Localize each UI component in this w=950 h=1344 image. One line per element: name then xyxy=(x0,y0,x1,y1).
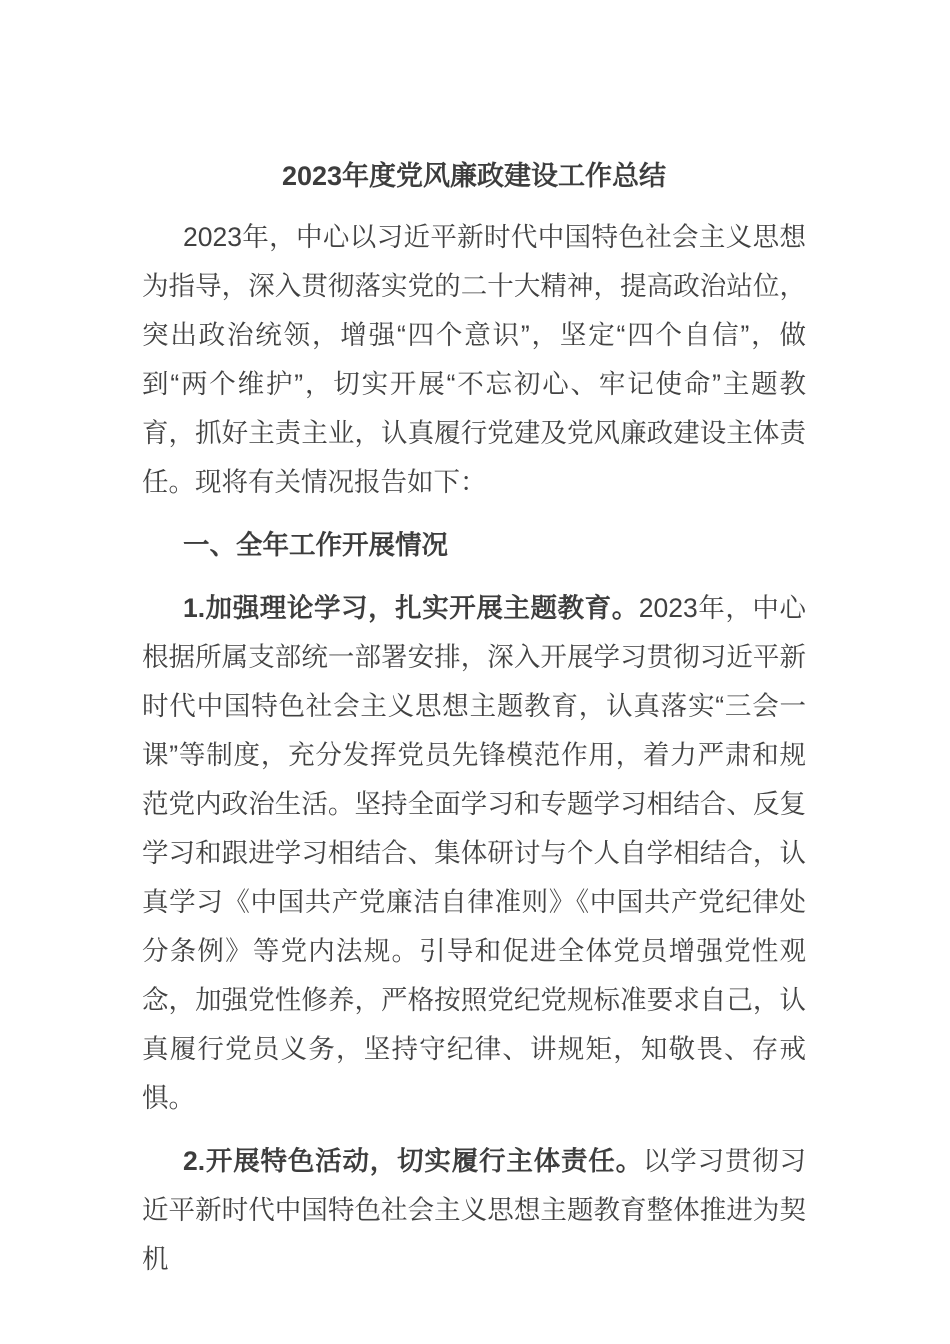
document-title: 2023年度党风廉政建设工作总结 xyxy=(281,161,667,191)
section-heading-1: 一、全年工作开展情况 xyxy=(183,530,448,560)
paragraph-2-body-text: 以学习贯彻习近平新时代中国特色社会主义思想主题教育整体推进为契机 xyxy=(142,1146,807,1274)
intro-paragraph: 2023年，中心以习近平新时代中国特色社会主义思想为指导，深入贯彻落实党的二十大精神，提高政治站位，突出政治统领，增强“四个意识”，坚定“四个自信”，做到“两个维护”，切实开展“不忘初心、牢记使命”主题教育，抓好主责主业，认真履行党建及党风廉政建设主体责任。现将有关情况报告如下： xyxy=(142,222,806,497)
paragraph-1-body-text: 2023年，中心根据所属支部统一部署安排，深入开展学习贯彻习近平新时代中国特色社会主义思想主题教育，认真落实“三会一课”等制度，充分发挥党员先锋模范作用，着力严肃和规范党内政治生活。坚持全面学习和专题学习相结合、反复学习和跟进学习相结合、集体研讨与个人自学相结合，认真学习《中国共产党廉洁自律准则》《中国共产党纪律处分条例》等党内法规。引导和促进全体党员增强党性观念，加强党性修养，严格按照党纪党规标准要求自己，认真履行党员义务，坚持守纪律、讲规矩，知敬畏、存戒惧。 xyxy=(142,593,806,1113)
numbered-paragraph-1 xyxy=(142,584,806,1123)
numbered-paragraph-2 xyxy=(142,1137,806,1284)
paragraph-2-bold-lead: 2.开展特色活动，切实履行主体责任。 xyxy=(183,1146,643,1176)
paragraph-1-bold-lead: 1.加强理论学习，扎实开展主题教育。 xyxy=(183,593,639,623)
